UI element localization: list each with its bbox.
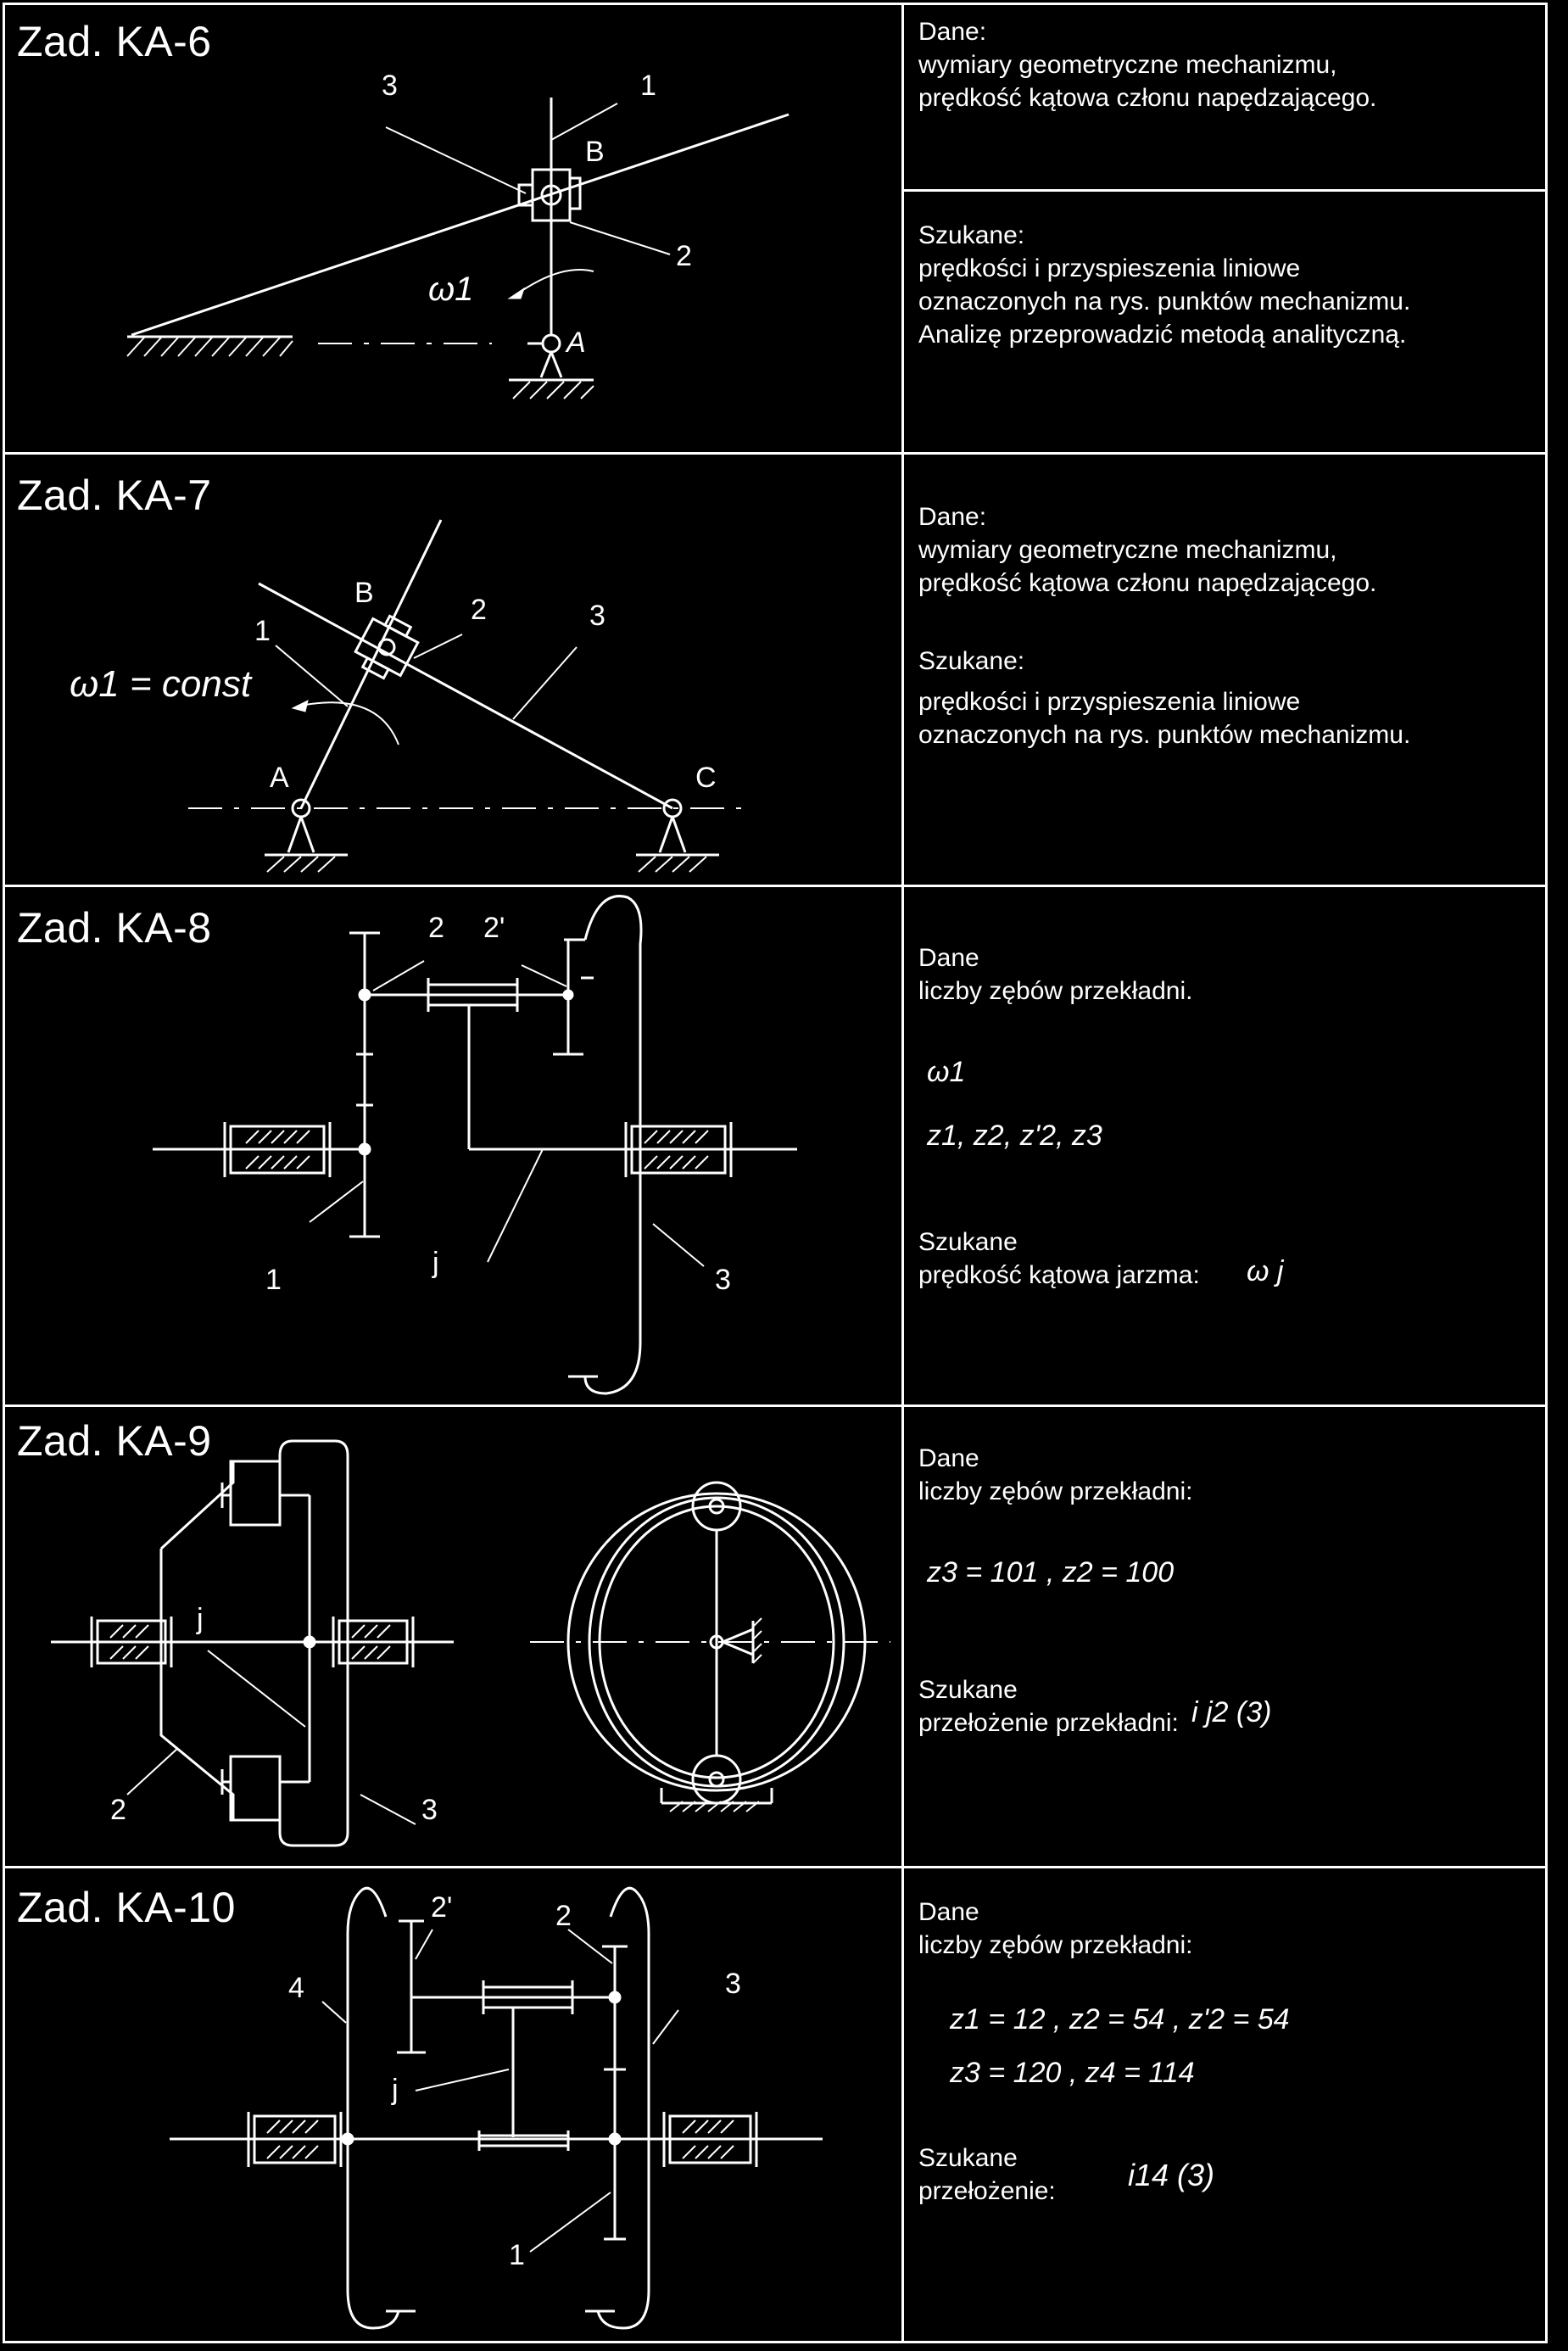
sought-line: oznaczonych na rys. punktów mechanizmu. (918, 288, 1411, 316)
part-label-3: 3 (421, 1794, 438, 1826)
column-divider (901, 3, 904, 2343)
sought-formula: i j2 (3) (1191, 1696, 1272, 1728)
task-title: Zad. KA-7 (17, 472, 212, 519)
point-label-b: B (585, 136, 605, 168)
given-formula: z3 = 101 , z2 = 100 (927, 1556, 1175, 1589)
sought-line: przełożenie przekładni: (918, 1709, 1179, 1737)
part-label-2: 2 (555, 1900, 572, 1932)
sought-line: prędkości i przyspieszenia liniowe (918, 688, 1301, 716)
sought-formula: i14 (3) (1128, 2158, 1215, 2192)
given-line: liczby zębów przekładni: (918, 1931, 1193, 1959)
part-label-3: 3 (725, 1968, 741, 2000)
diagram-ka8 (0, 885, 901, 1404)
sought-line: przełożenie: (918, 2177, 1056, 2205)
given-line: liczby zębów przekładni. (918, 977, 1193, 1005)
part-label-2: 2 (110, 1794, 126, 1826)
part-label-1: 1 (254, 615, 271, 647)
given-header: Dane (918, 1898, 979, 1926)
given-formula: ω1 (927, 1056, 966, 1088)
point-label-a: A (566, 327, 586, 359)
task-title: Zad. KA-6 (17, 18, 212, 65)
given-line: wymiary geometryczne mechanizmu, (918, 51, 1337, 79)
part-label-j: j (197, 1603, 204, 1635)
given-formula: z1 = 12 , z2 = 54 , z'2 = 54 (950, 2003, 1290, 2035)
given-line: wymiary geometryczne mechanizmu, (918, 536, 1337, 564)
point-label-c: C (695, 762, 717, 794)
diagram-ka6 (0, 0, 901, 452)
given-formula: z1, z2, z'2, z3 (927, 1120, 1102, 1152)
part-label-j: j (432, 1247, 439, 1279)
given-header: Dane: (918, 503, 987, 531)
diagram-ka10 (0, 1866, 901, 2343)
part-label-2-prime: 2' (431, 1891, 453, 1924)
sought-header: Szukane (918, 1228, 1018, 1256)
part-label-2-prime: 2' (483, 912, 505, 944)
sought-line: oznaczonych na rys. punktów mechanizmu. (918, 721, 1411, 749)
given-line: prędkość kątowa członu napędzającego. (918, 84, 1377, 112)
part-label-1: 1 (640, 70, 656, 102)
part-label-4: 4 (288, 1972, 304, 2004)
task-title: Zad. KA-10 (17, 1884, 236, 1931)
point-label-b: B (354, 577, 374, 609)
task-title: Zad. KA-8 (17, 904, 212, 952)
sought-line: Analizę przeprowadzić metodą analityczną. (918, 321, 1407, 349)
given-header: Dane: (918, 18, 987, 46)
part-label-3: 3 (589, 600, 605, 632)
angular-velocity-label: ω1 = const (70, 663, 252, 705)
sought-header: Szukane (918, 2144, 1018, 2172)
part-label-2: 2 (428, 912, 444, 944)
given-header: Dane (918, 1444, 979, 1472)
task-title: Zad. KA-9 (17, 1417, 212, 1465)
angular-velocity-label: ω1 (428, 271, 474, 308)
part-label-j: j (392, 2074, 399, 2106)
given-header: Dane (918, 944, 979, 972)
part-label-3: 3 (382, 70, 398, 102)
part-label-1: 1 (265, 1264, 282, 1296)
part-label-2: 2 (471, 594, 487, 626)
sought-header: Szukane (918, 1676, 1018, 1704)
part-label-3: 3 (715, 1264, 731, 1296)
given-line: prędkość kątowa członu napędzającego. (918, 569, 1377, 597)
sought-formula: ω j (1247, 1255, 1284, 1287)
sought-line: prędkość kątowa jarzma: (918, 1261, 1200, 1289)
given-sought-divider (901, 189, 1548, 192)
sought-header: Szukane: (918, 221, 1025, 249)
sought-header: Szukane: (918, 647, 1025, 675)
part-label-1: 1 (509, 2239, 525, 2271)
part-label-2: 2 (676, 240, 692, 272)
given-line: liczby zębów przekładni: (918, 1477, 1193, 1505)
point-label-a: A (270, 762, 289, 794)
diagram-ka9 (0, 1404, 901, 1866)
sought-line: prędkości i przyspieszenia liniowe (918, 254, 1301, 282)
given-formula: z3 = 120 , z4 = 114 (950, 2057, 1195, 2089)
